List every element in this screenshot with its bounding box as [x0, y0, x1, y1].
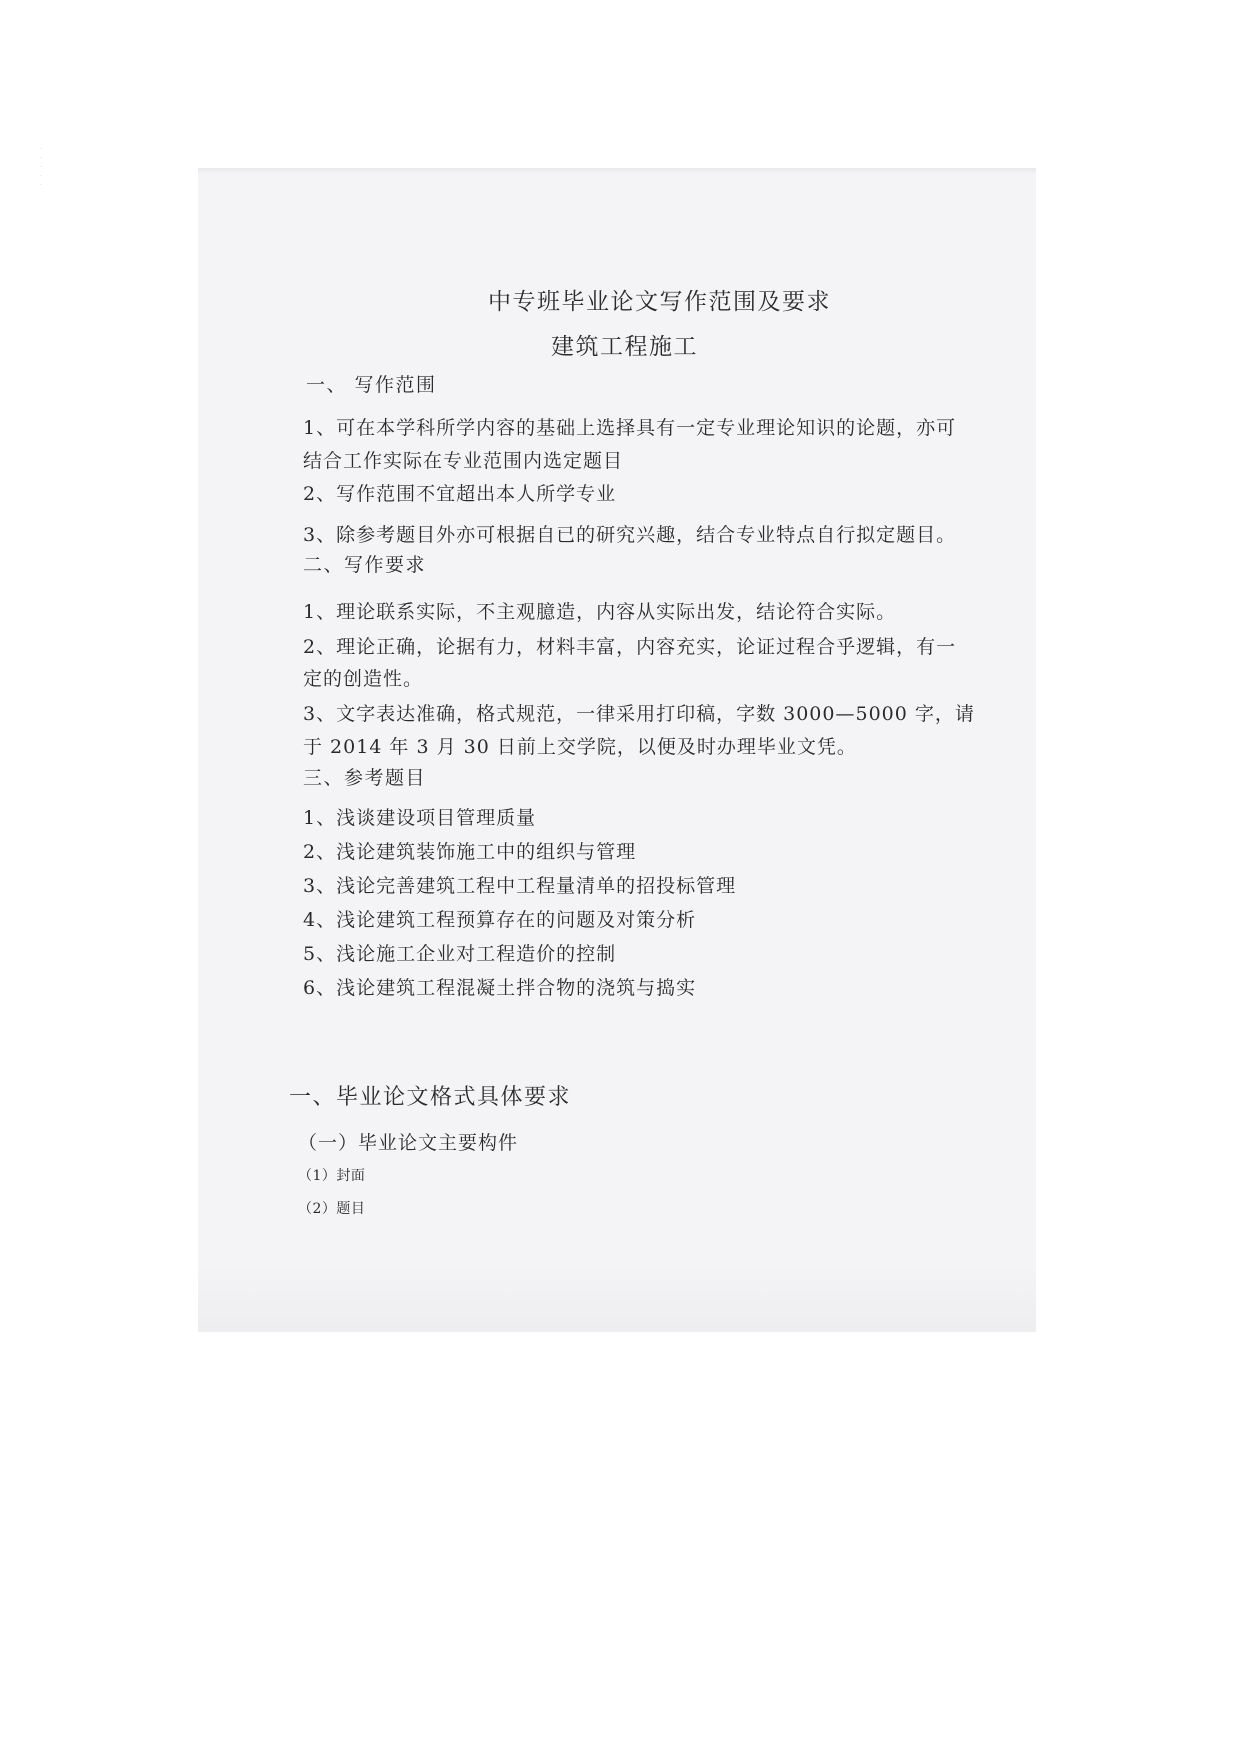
section1-item1-line2: 结合工作实际在专业范围内选定题目 — [303, 450, 624, 472]
document-subtitle: 建筑工程施工 — [551, 334, 698, 360]
document-title: 中专班毕业论文写作范围及要求 — [488, 289, 831, 315]
section2-heading: 二、写作要求 — [303, 554, 427, 576]
topic-item: 6、浅论建筑工程混凝土拌合物的浇筑与捣实 — [303, 977, 697, 999]
topic-item: 1、浅谈建设项目管理质量 — [303, 807, 537, 829]
section2-item2-line2: 定的创造性。 — [303, 668, 424, 690]
topic-item: 2、浅论建筑装饰施工中的组织与管理 — [303, 841, 637, 863]
topic-item: 4、浅论建筑工程预算存在的问题及对策分析 — [303, 909, 697, 931]
section2-item3-line1: 3、文字表达准确，格式规范，一律采用打印稿，字数 3000—5000 字，请 — [303, 703, 975, 725]
section1-item2: 2、写作范围不宜超出本人所学专业 — [303, 483, 617, 505]
section1-item1-line1: 1、可在本学科所学内容的基础上选择具有一定专业理论知识的论题，亦可 — [303, 417, 957, 439]
section2-item2-line1: 2、理论正确，论据有力，材料丰富，内容充实，论证过程合乎逻辑，有一 — [303, 636, 957, 658]
section2-item1: 1、理论联系实际，不主观臆造，内容从实际出发，结论符合实际。 — [303, 601, 897, 623]
format-subheading: （一）毕业论文主要构件 — [298, 1132, 519, 1154]
scan-edge-marks: · · · · · — [40, 146, 42, 189]
format-part: （1）封面 — [298, 1168, 366, 1184]
section1-heading: 一、 写作范围 — [306, 374, 437, 396]
section2-item3-line2: 于 2014 年 3 月 30 日前上交学院，以便及时办理毕业文凭。 — [303, 736, 857, 758]
section3-heading: 三、参考题目 — [303, 767, 427, 789]
format-heading: 一、毕业论文格式具体要求 — [289, 1085, 572, 1110]
topic-item: 5、浅论施工企业对工程造价的控制 — [303, 943, 617, 965]
topic-item: 3、浅论完善建筑工程中工程量清单的招投标管理 — [303, 875, 737, 897]
format-part: （2）题目 — [298, 1201, 366, 1217]
section1-item3: 3、除参考题目外亦可根据自已的研究兴趣，结合专业特点自行拟定题目。 — [303, 524, 957, 546]
